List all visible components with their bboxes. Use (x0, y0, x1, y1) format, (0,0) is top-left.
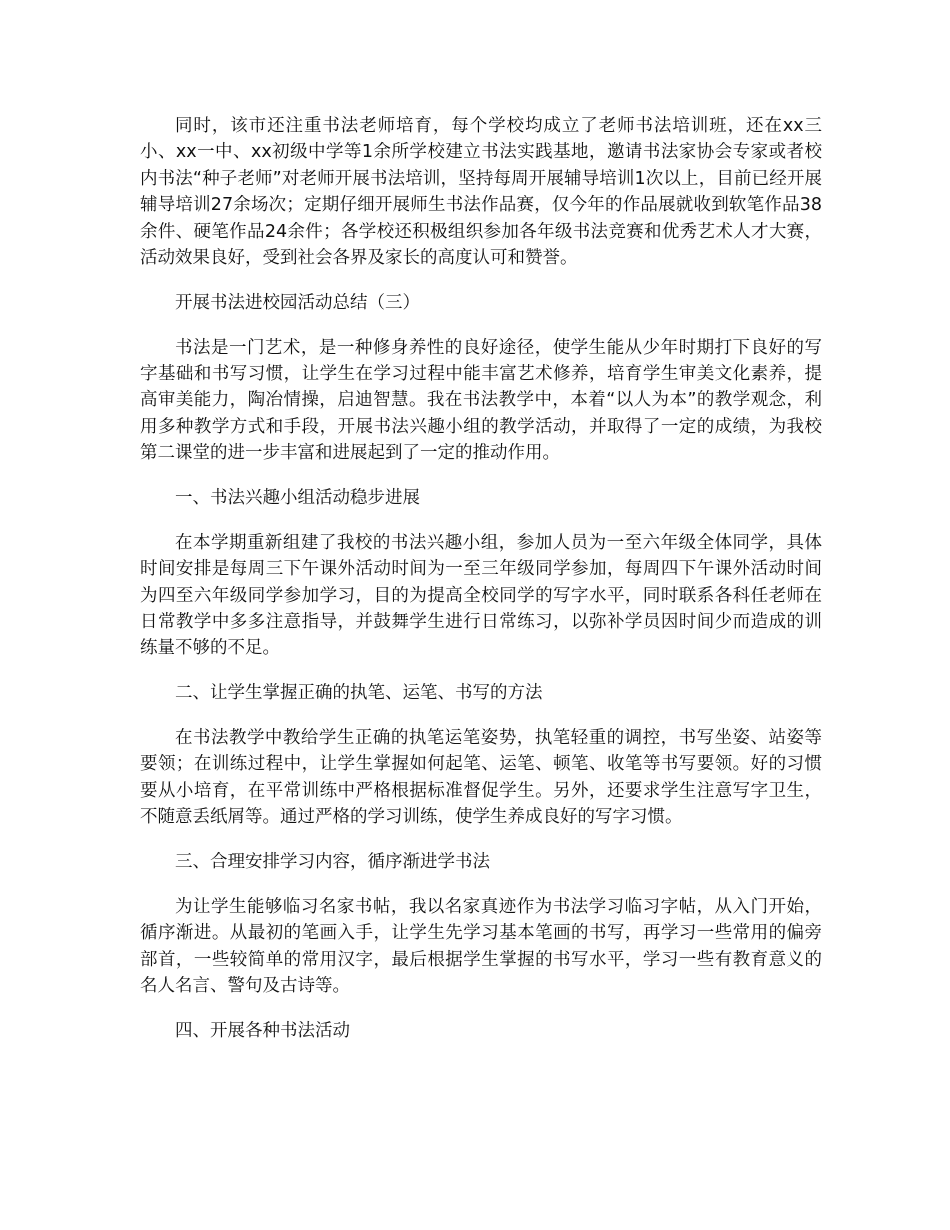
paragraph-calligraphy-intro: 书法是一门艺术，是一种修身养性的良好途径，使学生能从少年时期打下良好的写字基础和书写习惯，让学生在学习过程中能丰富艺术修养，培育学生审美文化素养，提高审美能力，陶冶情操，启迪智慧。我在书法教学中，本着“以人为本”的教学观念，利用多种教学方式和手段，开展书法兴趣小组的教学活动，并取得了一定的成绩，为我校第二课堂的进一步丰富和进展起到了一定的推动作用。 (140, 337, 822, 464)
paragraph-interest-group: 在本学期重新组建了我校的书法兴趣小组，参加人员为一至六年级全体同学，具体时间安排是每周三下午课外活动时间为一至三年级同学参加，每周四下午课外活动时间为四至六年级同学参加学习，目的为提高全校同学的写字水平，同时联系各科任老师在日常教学中多多注意指导，并鼓舞学生进行日常练习，以弥补学员因时间少而造成的训练量不够的不足。 (140, 532, 822, 659)
heading-section-four: 四、开展各种书法活动 (175, 1020, 350, 1041)
paragraph-brush-method: 在书法教学中教给学生正确的执笔运笔姿势，执笔轻重的调控，书写坐姿、站姿等要领；在训练过程中，让学生掌握如何起笔、运笔、顿笔、收笔等书写要领。好的习惯要从小培育，在平常训练中严格根据标准督促学生。另外，还要求学生注意写字卫生，不随意丢纸屑等。通过严格的学习训练，使学生养成良好的写字习惯。 (140, 728, 822, 828)
paragraph-learning-content: 为让学生能够临习名家书帖，我以名家真迹作为书法学习临习字帖，从入门开始，循序渐进。从最初的笔画入手，让学生先学习基本笔画的书写，再学习一些常用的偏旁部首，一些较简单的常用汉字，最后根据学生掌握的书写水平，学习一些有教育意义的名人名言、警句及古诗等。 (140, 896, 822, 997)
section-title-summary-three: 开展书法进校园活动总结（三） (175, 292, 420, 313)
heading-section-two: 二、让学生掌握正确的执笔、运笔、书写的方法 (175, 683, 543, 704)
heading-section-one: 一、书法兴趣小组活动稳步进展 (175, 488, 420, 509)
document-body (140, 113, 822, 1063)
paragraph-teacher-training: 同时，该市还注重书法老师培育，每个学校均成立了老师书法培训班，还在xx三小、xx一中、xx初级中学等1余所学校建立书法实践基地，邀请书法家协会专家或者校内书法“种子老师”对老师开展书法培训，坚持每周开展辅导培训1次以上，目前已经开展辅导培训27余场次；定期仔细开展师生书法作品赛，仅今年的作品展就收到软笔作品38余件、硬笔作品24余件；各学校还积极组织参加各年级书法竞赛和优秀艺术人才大赛，活动效果良好，受到社会各界及家长的高度认可和赞誉。 (140, 116, 822, 269)
heading-section-three: 三、合理安排学习内容，循序渐进学书法 (175, 852, 490, 873)
